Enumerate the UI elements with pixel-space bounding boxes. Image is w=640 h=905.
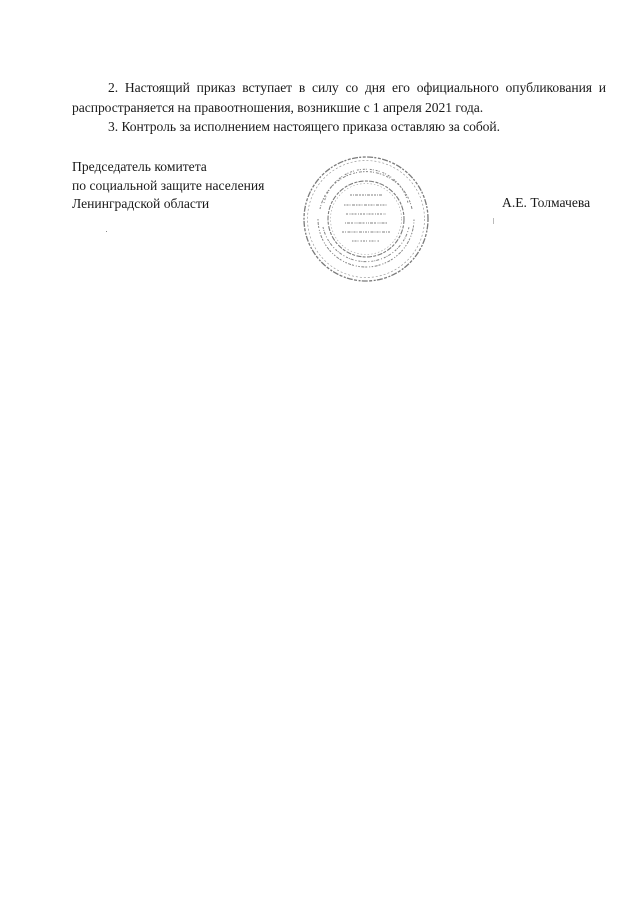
signatory-name: А.Е. Толмачева <box>502 195 591 210</box>
order-body <box>72 78 606 137</box>
scan-speck <box>106 231 107 232</box>
paragraph-entry-into-force: 2. Настоящий приказ вступает в силу со дня его официального опубликования и распространяется на правоотношения, возникшие с 1 апреля 2021 года. <box>72 80 606 115</box>
position-line-3: Ленинградской области <box>72 196 210 211</box>
official-seal-stamp <box>300 153 432 285</box>
position-line-1: Председатель комитета <box>72 159 207 174</box>
signatory-position <box>72 158 264 214</box>
position-line-2: по социальной защите населения <box>72 177 265 193</box>
scan-speck <box>493 218 494 224</box>
paragraph-control: 3. Контроль за исполнением настоящего приказа оставляю за собой. <box>108 119 501 134</box>
